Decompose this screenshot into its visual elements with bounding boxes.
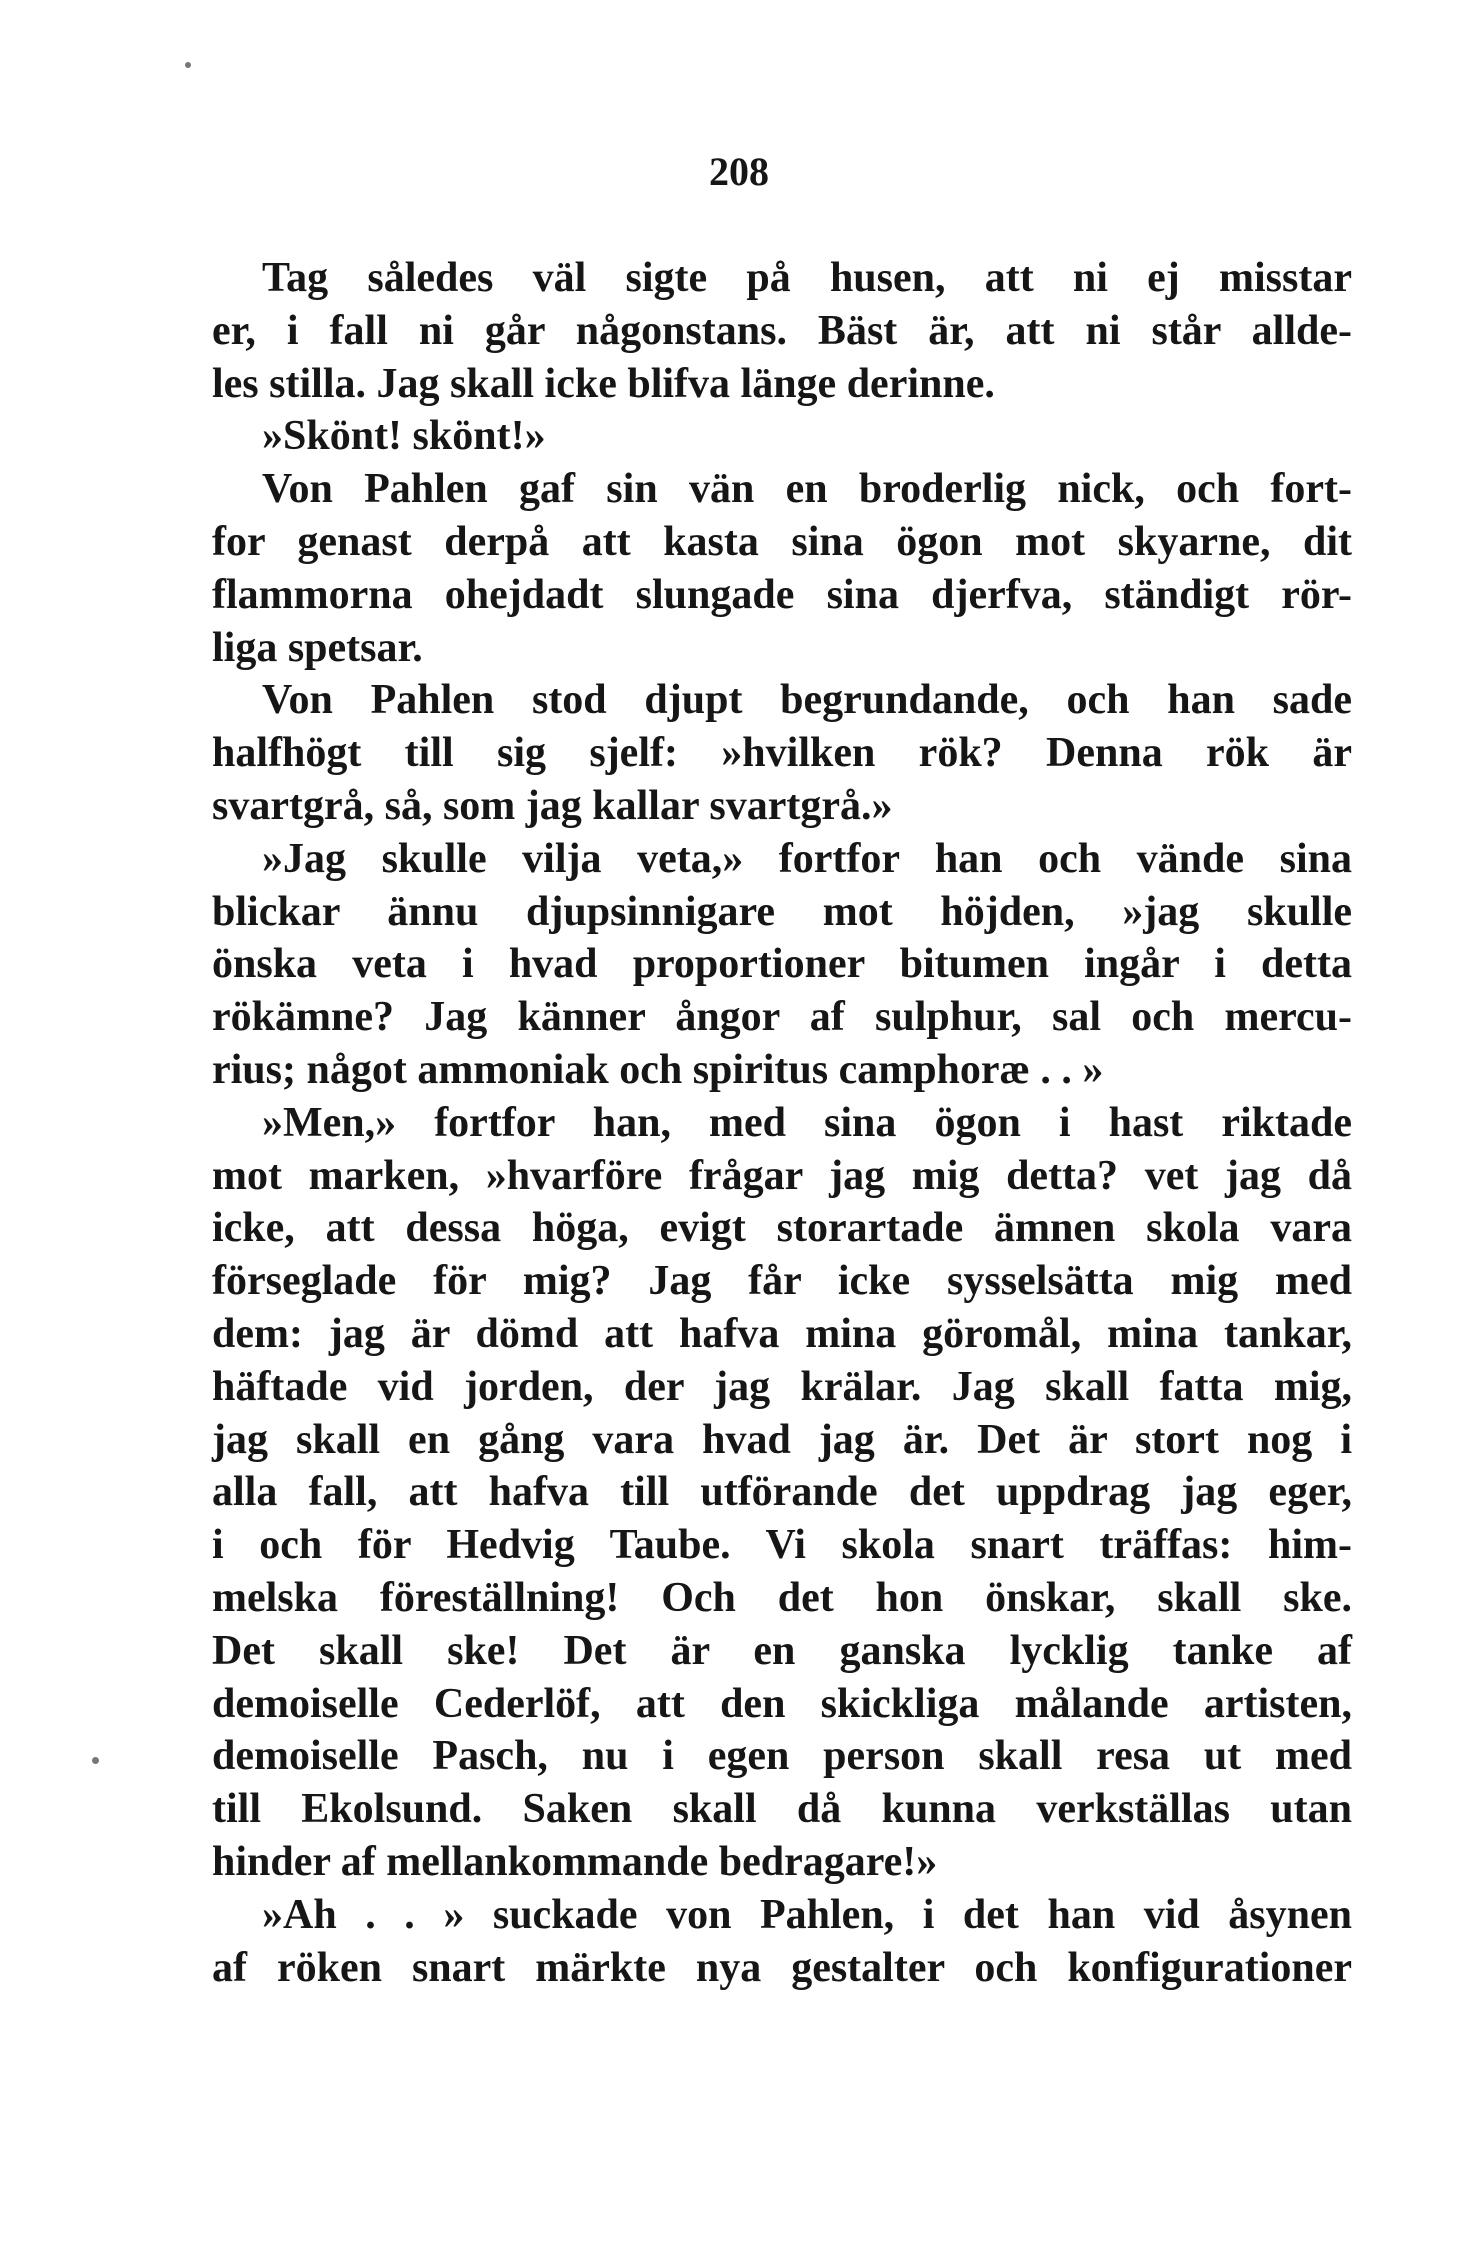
text-line: flammorna ohejdadt slungade sina djerfva, ständigt rör-: [212, 571, 1352, 618]
text-line: er, i fall ni går någonstans. Bäst är, att ni står allde-: [212, 307, 1352, 354]
text-line: jag skall en gång vara hvad jag är. Det är stort nog i: [212, 1416, 1352, 1463]
text-line: hinder af mellankommande bedragare!»: [212, 1838, 938, 1885]
body-text: [212, 252, 1352, 1994]
text-line: häftade vid jorden, der jag krälar. Jag skall fatta mig,: [212, 1363, 1352, 1410]
text-line: »Men,» fortfor han, med sina ögon i hast riktade: [262, 1099, 1352, 1146]
text-line: rökämne? Jag känner ångor af sulphur, sal och mercu-: [212, 994, 1352, 1041]
text-line: dem: jag är dömd att hafva mina göromål, mina tankar,: [212, 1310, 1352, 1357]
text-line: »Ah . . » suckade von Pahlen, i det han vid åsynen: [262, 1891, 1352, 1938]
text-line: Von Pahlen stod djupt begrundande, och han sade: [262, 677, 1352, 724]
print-speck: [92, 1757, 99, 1764]
text-line: liga spetsar.: [212, 624, 423, 671]
text-line: svartgrå, så, som jag kallar svartgrå.»: [212, 782, 893, 829]
text-line: for genast derpå att kasta sina ögon mot skyarne, dit: [212, 518, 1352, 565]
print-speck: [185, 62, 191, 68]
text-line: demoiselle Cederlöf, att den skickliga målande artisten,: [212, 1680, 1352, 1727]
text-line: i och för Hedvig Taube. Vi skola snart träffas: him-: [212, 1522, 1352, 1569]
text-line: förseglade för mig? Jag får icke sysselsätta mig med: [212, 1258, 1352, 1305]
text-line: önska veta i hvad proportioner bitumen ingår i detta: [212, 941, 1352, 988]
text-line: halfhögt till sig sjelf: »hvilken rök? Denna rök är: [212, 730, 1352, 777]
text-line: blickar ännu djupsinnigare mot höjden, »jag skulle: [212, 888, 1352, 935]
text-line: Det skall ske! Det är en ganska lycklig tanke af: [212, 1627, 1352, 1674]
page-number: 208: [709, 149, 769, 194]
text-line: af röken snart märkte nya gestalter och konfigurationer: [212, 1944, 1352, 1991]
text-line: mot marken, »hvarföre frågar jag mig detta? vet jag då: [212, 1152, 1352, 1199]
text-line: Tag således väl sigte på husen, att ni ej misstar: [262, 255, 1352, 301]
text-line: melska föreställning! Och det hon önskar, skall ske.: [212, 1574, 1352, 1621]
text-line: Von Pahlen gaf sin vän en broderlig nick, och fort-: [262, 466, 1352, 513]
text-line: rius; något ammoniak och spiritus camphoræ . . »: [212, 1046, 1104, 1093]
text-line: alla fall, att hafva till utförande det uppdrag jag eger,: [212, 1469, 1352, 1516]
text-line: icke, att dessa höga, evigt storartade ämnen skola vara: [212, 1205, 1352, 1252]
text-line: till Ekolsund. Saken skall då kunna verkställas utan: [212, 1786, 1352, 1833]
text-line: »Skönt! skönt!»: [262, 413, 546, 460]
text-line: »Jag skulle vilja veta,» fortfor han och vände sina: [262, 835, 1352, 882]
text-line: les stilla. Jag skall icke blifva länge derinne.: [212, 360, 995, 407]
text-line: demoiselle Pasch, nu i egen person skall resa ut med: [212, 1733, 1352, 1780]
